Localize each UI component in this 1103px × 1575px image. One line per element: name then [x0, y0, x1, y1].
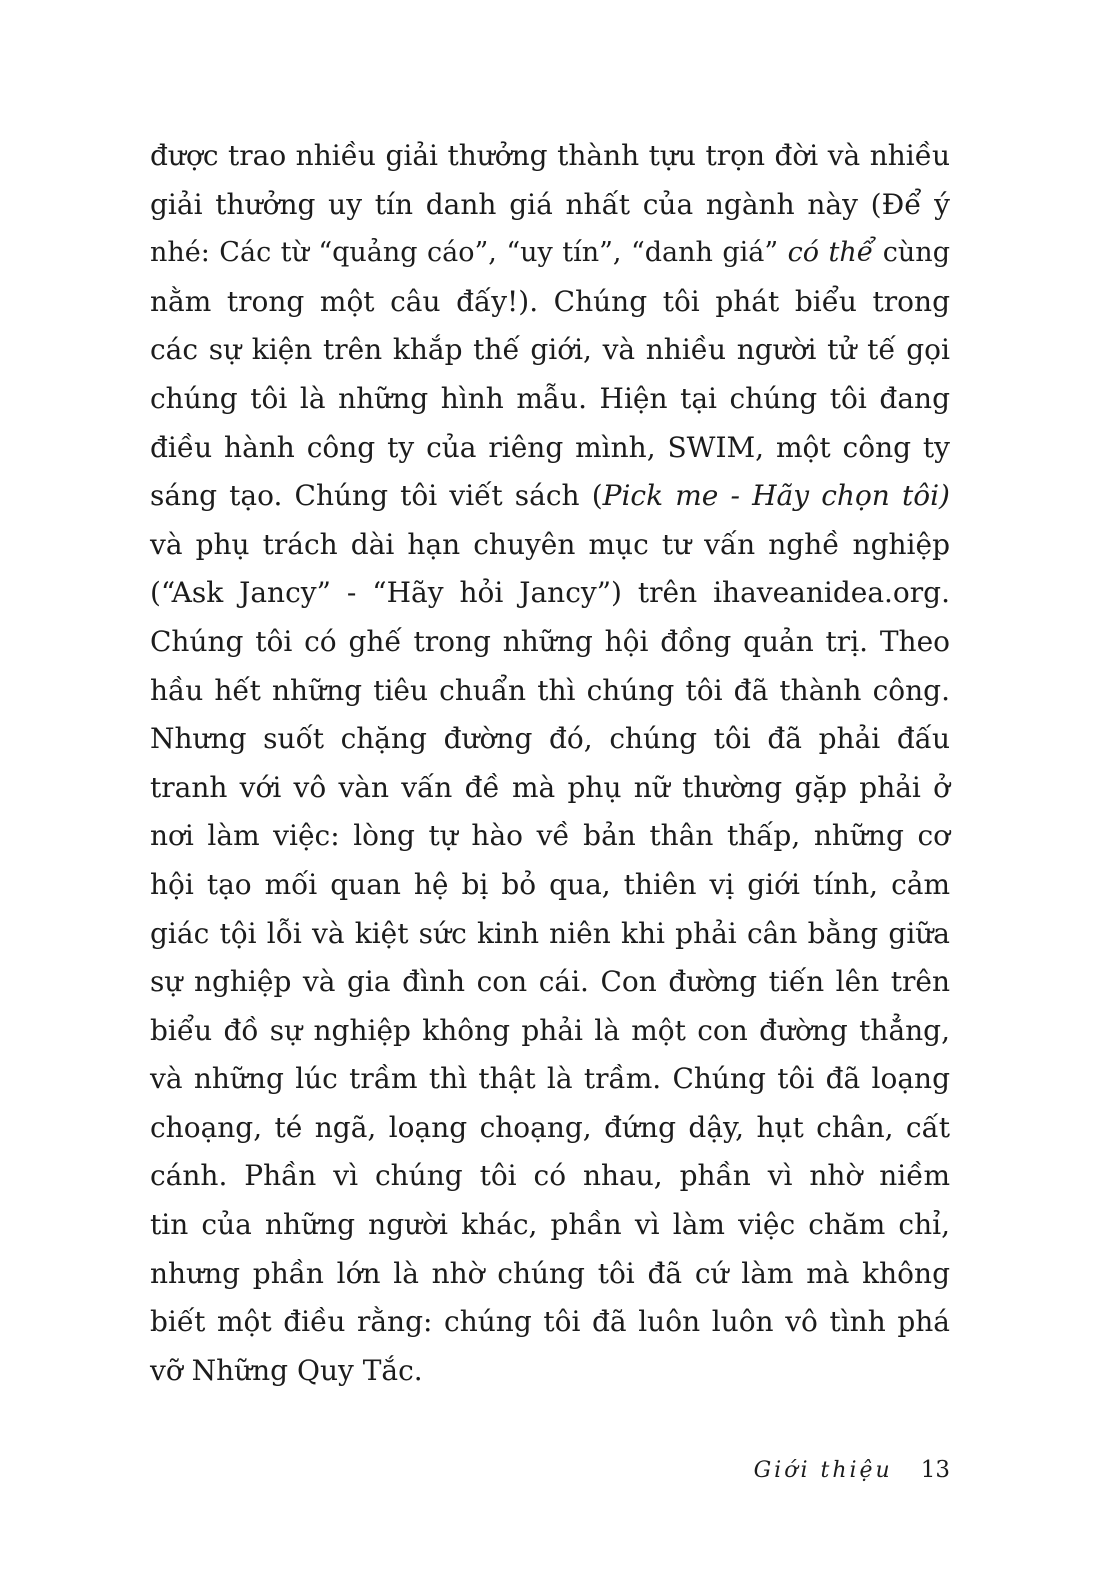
text-line: tranh với vô vàn vấn đề mà phụ nữ thường gặp phải ở: [150, 770, 950, 804]
text-line: Chúng tôi có ghế trong những hội đồng quản trị. Theo: [150, 624, 950, 658]
text-line: cánh. Phần vì chúng tôi có nhau, phần vì nhờ niềm: [150, 1159, 950, 1193]
text-line: các sự kiện trên khắp thế giới, và nhiều người tử tế gọi: [150, 333, 950, 367]
text-line: hội tạo mối quan hệ bị bỏ qua, thiên vị giới tính, cảm: [150, 867, 950, 901]
text-line: choạng, té ngã, loạng choạng, đứng dậy, hụt chân, cất: [150, 1110, 950, 1144]
text-line: sự nghiệp và gia đình con cái. Con đường tiến lên trên: [150, 965, 950, 999]
book-title-italic: Pick me - Hãy chọn tôi): [602, 479, 950, 513]
text-line: tin của những người khác, phần vì làm việc chăm chỉ,: [150, 1208, 950, 1242]
text-segment: sáng tạo. Chúng tôi viết sách (: [150, 479, 603, 513]
text-line: chúng tôi là những hình mẫu. Hiện tại chúng tôi đang: [150, 381, 950, 415]
text-line: điều hành công ty của riêng mình, SWIM, một công ty: [150, 430, 950, 464]
text-segment: cùng: [873, 237, 950, 269]
page-number: 13: [920, 1457, 950, 1483]
text-line: [150, 472, 950, 521]
text-line: nằm trong một câu đấy!). Chúng tôi phát biểu trong: [150, 284, 950, 318]
text-line-last: vỡ Những Quy Tắc.: [150, 1353, 423, 1387]
text-line: được trao nhiều giải thưởng thành tựu trọn đời và nhiều: [150, 139, 950, 172]
text-line: hầu hết những tiêu chuẩn thì chúng tôi đã thành công.: [150, 673, 950, 707]
text-line: và những lúc trầm thì thật là trầm. Chúng tôi đã loạng: [150, 1062, 950, 1096]
text-line: giác tội lỗi và kiệt sức kinh niên khi phải cân bằng giữa: [150, 916, 950, 950]
text-line: Nhưng suốt chặng đường đó, chúng tôi đã phải đấu: [150, 722, 950, 756]
running-chapter-title: Giới thiệu: [753, 1458, 893, 1483]
text-line: biết một điều rằng: chúng tôi đã luôn luôn vô tình phá: [150, 1305, 950, 1339]
text-line: và phụ trách dài hạn chuyên mục tư vấn nghề nghiệp: [150, 527, 950, 561]
text-line: nhưng phần lớn là nhờ chúng tôi đã cứ làm mà không: [150, 1256, 950, 1290]
italic-emphasis: có thể: [787, 237, 874, 269]
text-line: biểu đồ sự nghiệp không phải là một con đường thẳng,: [150, 1013, 950, 1047]
body-paragraph: [150, 132, 950, 1395]
text-segment: nhé: Các từ “quảng cáo”, “uy tín”, “danh giá”: [150, 237, 788, 269]
text-line: nơi làm việc: lòng tự hào về bản thân thấp, những cơ: [150, 819, 950, 853]
text-line: (“Ask Jancy” - “Hãy hỏi Jancy”) trên ihaveanidea.org.: [150, 576, 950, 610]
text-line: [150, 229, 950, 278]
page-footer: [754, 1452, 950, 1488]
text-line: giải thưởng uy tín danh giá nhất của ngành này (Để ý: [150, 187, 950, 221]
